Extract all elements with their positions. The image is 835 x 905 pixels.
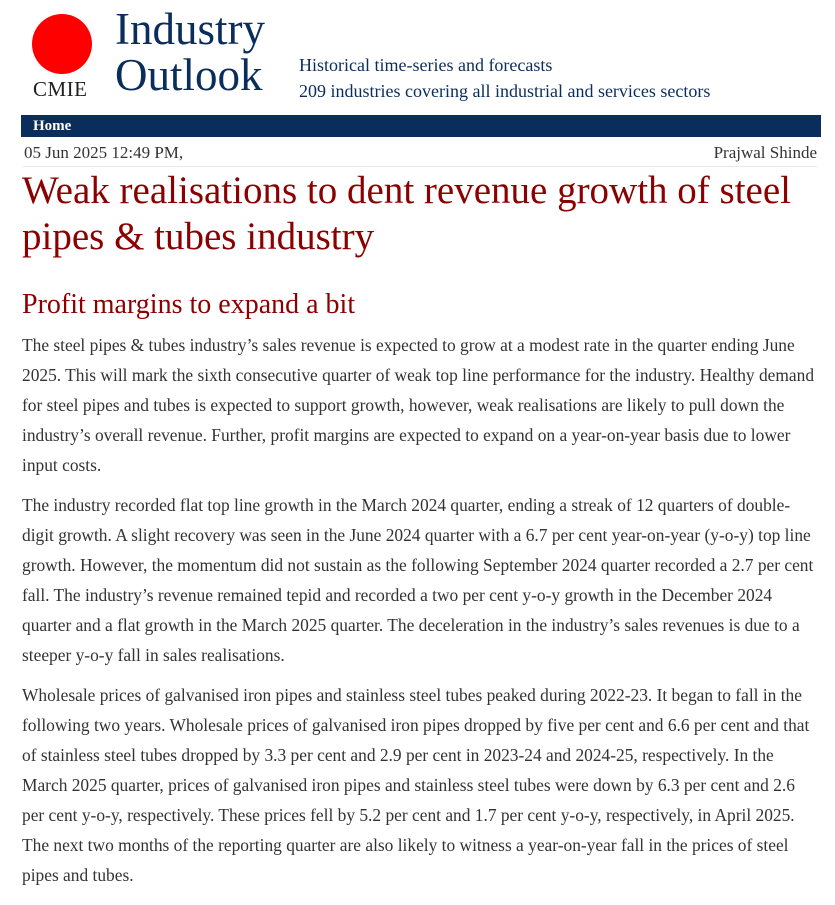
logo-text: CMIE: [33, 77, 88, 101]
article-paragraph: The industry recorded flat top line growth in the March 2024 quarter, ending a streak of 12 quarters of double-digit growth. A slight recovery was seen in the June 2024 quarter with a 6.7 per cent year-on-year (y-o-y) top line growth. However, the momentum did not sustain as the following September 2024 quarter recorded a 2.7 per cent fall. The industry’s revenue remained tepid and recorded a two per cent y-o-y growth in the December 2024 quarter and a flat growth in the March 2025 quarter. The deceleration in the industry’s sales revenues is due to a steeper y-o-y fall in sales realisations.: [22, 495, 814, 665]
article-subtitle: Profit margins to expand a bit: [22, 289, 356, 320]
article-paragraph: The steel pipes & tubes industry’s sales revenue is expected to grow at a modest rate in the quarter ending June 2025. This will mark the sixth consecutive quarter of weak top line performance for the industry. Healthy demand for steel pipes and tubes is expected to support growth, however, weak realisations are likely to pull down the industry’s overall revenue. Further, profit margins are expected to expand on a year-on-year basis due to lower input costs.: [22, 335, 815, 475]
article-body: [22, 168, 818, 900]
article-title: Weak realisations to dent revenue growth of steel pipes & tubes industry: [22, 169, 792, 258]
publish-datetime: 05 Jun 2025 12:49 PM,: [24, 143, 184, 162]
nav-home-link[interactable]: Home: [33, 118, 72, 134]
author-name: Prajwal Shinde: [713, 143, 817, 162]
site-tagline: [299, 52, 710, 104]
tagline-line2: 209 industries covering all industrial and services sectors: [299, 81, 711, 101]
nav-bar: [21, 115, 821, 137]
article-meta: [23, 142, 817, 167]
site-header: [0, 0, 835, 115]
site-title-line2: Outlook: [115, 50, 263, 100]
cmie-logo[interactable]: [30, 14, 94, 104]
site-title[interactable]: [115, 6, 265, 98]
site-title-line1: Industry: [115, 4, 265, 54]
red-circle-icon: [32, 14, 92, 74]
tagline-line1: Historical time-series and forecasts: [299, 55, 553, 75]
article-paragraph: Wholesale prices of galvanised iron pipes and stainless steel tubes peaked during 2022-23. It began to fall in the following two years. Wholesale prices of galvanised iron pipes dropped by five per cent and 6.6 per cent and that of stainless steel tubes dropped by 3.3 per cent and 2.9 per cent in 2023-24 and 2024-25, respectively. In the March 2025 quarter, prices of galvanised iron pipes and stainless steel tubes were down by 6.3 per cent and 2.6 per cent y-o-y, respectively. These prices fell by 5.2 per cent and 1.7 per cent y-o-y, respectively, in April 2025. The next two months of the reporting quarter are also likely to witness a year-on-year fall in the prices of steel pipes and tubes.: [22, 685, 810, 885]
